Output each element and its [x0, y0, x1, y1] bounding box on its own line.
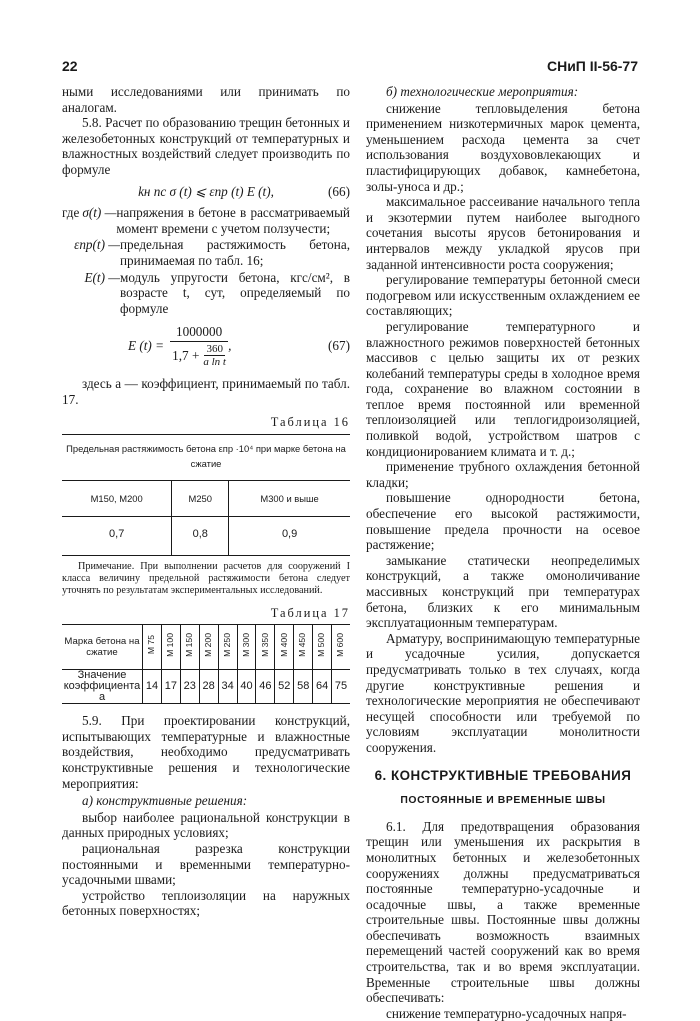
paragraph-6-1: 6.1. Для предотвращения образования трещин или уменьшения их раскрытия в монолитных бетонных и железобетонных сооружениях должны предусматриваться постоянные температурно-усадочные и осадочные швы, а также временные строительные швы. Постоянные швы должны обеспечивать возможность взаимных перемещений частей сооружений как во время строительства, так и во время эксплуатации. Временные строительные швы должны обеспечивать: [366, 818, 640, 1006]
table-17-grade [313, 625, 332, 670]
table-17-caption: Таблица 17 [270, 605, 350, 620]
table-17-grade [256, 625, 275, 670]
definition-epsilon [62, 237, 350, 268]
table-16-caption: Таблица 16 [270, 415, 350, 430]
table-17-value: 58 [294, 670, 313, 704]
table-17-grade [180, 625, 199, 670]
definition-text: модуль упругости бетона, кгс/см², в возрасте t, сут, определяемый по формуле [120, 269, 350, 316]
formula-67-denominator [172, 342, 226, 368]
table-17-value: 28 [199, 670, 218, 704]
paragraph-5-8: 5.8. Расчет по образованию трещин бетонных и железобетонных конструкций от температурных и влажностных воздействий следует производить по формуле [62, 115, 350, 177]
subheading-a: а) конструктивные решения: [82, 793, 248, 809]
list-item: регулирование температуры бетонной смеси подогревом или искусственным охлаждением ее составляющих; [366, 272, 640, 319]
list-item: замыкание статически неопределимых конструкций, а также омоноличивание массивных конструкций при температурах бетона, близких к его минимальным эксплуатационным температурам. [366, 552, 640, 631]
table-17 [62, 624, 350, 704]
table-16-col: М250 [172, 480, 229, 517]
list-item: снижение тепловыделения бетона применением низкотермичных марок цемента, уменьшением расхода цемента за счет использования воздухововлекающих и пластифицирующих добавок, камнебетона, золы-уноса и др.; [366, 100, 640, 194]
table-17-grade-label: М 400 [278, 633, 289, 657]
subsection-title: ПОСТОЯННЫЕ И ВРЕМЕННЫЕ ШВЫ [400, 795, 606, 807]
formula-66-text: kн nc σ (t) ⩽ εпр (t) E (t), [138, 183, 274, 199]
table-17-grade [218, 625, 237, 670]
table-17-grade [161, 625, 180, 670]
table-16-note: Примечание. При выполнении расчетов для сооружений I класса величину предельной растяжимости бетона следует уточнять по результатам экспериментальных исследований. [62, 561, 350, 597]
table-17-value: 14 [143, 670, 162, 704]
list-item: максимальное рассеивание начального тепла и экзотермии путем наиболее выгодного сочетания высоты ярусов бетонирования и интервалов между укладкой ярусов при заданной интенсивности роста сооружения; [366, 194, 640, 272]
list-item: рациональная разрезка конструкции постоянными и временными температурно-усадочными швами; [62, 841, 350, 888]
table-17-grade-label: М 500 [316, 633, 327, 657]
formula-67-fraction [170, 324, 228, 368]
formula-67-numerator: 1000000 [170, 324, 228, 342]
list-item: регулирование температурного и влажностного режимов поверхностей бетонных массивов с целью защиты их от резких колебаний температуры среды в холодное время года, сохранение во влажном состоянии в теплое время постоянной или временной теплоизоляцией или теплогидроизоляцией, поливкой водой, устройством шатров с кондиционированием климата и т. д.; [366, 318, 640, 459]
table-17-grade [237, 625, 256, 670]
table-16-value: 0,7 [62, 517, 172, 556]
formula-66-number: (66) [328, 183, 350, 199]
definition-modulus [62, 270, 350, 317]
table-17-row-label: Марка бетона на сжатие [62, 625, 143, 670]
table-16-value: 0,9 [229, 517, 350, 556]
definition-text: напряжения в бетоне в рассматриваемый момент времени с учетом ползучести; [116, 205, 350, 236]
table-17-grade-label: М 450 [297, 633, 308, 657]
table-16-col: М300 и выше [229, 480, 350, 517]
formula-67-den-prefix: 1,7 + [172, 347, 200, 363]
table-17-grade-label: М 300 [240, 633, 251, 657]
formula-67-lhs: E (t) = [128, 338, 164, 354]
where-word: где [62, 205, 80, 221]
table-17-grade [332, 625, 350, 670]
left-column [62, 84, 350, 919]
table-16-col: М150, М200 [62, 480, 172, 517]
formula-67-subfraction [203, 343, 226, 368]
table-17-value: 75 [332, 670, 350, 704]
table-17-value: 23 [180, 670, 199, 704]
table-17-grade [143, 625, 162, 670]
table-17-grade-label: М 350 [259, 633, 270, 657]
table-17-value: 46 [256, 670, 275, 704]
table-17-grade-label: М 600 [335, 633, 346, 657]
definition-symbol: εпр(t) — [74, 237, 120, 253]
formula-67 [62, 324, 350, 368]
formula-67-number: (67) [328, 338, 350, 354]
table-17-grade [199, 625, 218, 670]
definition-symbol: σ(t) — [82, 205, 117, 221]
table-16-value: 0,8 [172, 517, 229, 556]
table-17-value: 17 [161, 670, 180, 704]
table-17-value: 40 [237, 670, 256, 704]
definition-sigma [62, 205, 350, 236]
page-number: 22 [62, 58, 78, 74]
running-title: СНиП II-56-77 [546, 58, 638, 74]
table-17-row-label: Значение коэффициента a [62, 670, 143, 704]
list-item: выбор наиболее рациональной конструкции в данных природных условиях; [62, 809, 350, 841]
table-17-grade-label: М 150 [183, 633, 194, 657]
table-17-grade-label: М 250 [221, 633, 232, 657]
list-item: устройство теплоизоляции на наружных бетонных поверхностях; [62, 887, 350, 919]
table-17-value: 34 [218, 670, 237, 704]
paragraph-intro: ными исследованиями или принимать по аналогам. [62, 84, 350, 115]
table-17-grade-label: М 200 [202, 633, 213, 657]
table-17-value: 64 [313, 670, 332, 704]
definition-text: предельная растяжимость бетона, принимаемая по табл. 16; [120, 237, 350, 268]
table-17-grade-label: М 100 [165, 633, 176, 657]
paragraph-5-9: 5.9. При проектировании конструкций, испытывающих температурные и влажностные воздействия, необходимо предусматривать конструктивные решения и технологические мероприятия: [62, 713, 350, 791]
section-title: 6. КОНСТРУКТИВНЫЕ ТРЕБОВАНИЯ [374, 767, 632, 783]
paragraph-reinforcement: Арматуру, воспринимающую температурные и усадочные усилия, допускается предусматривать только в тех случаях, когда другие конструктивные решения и технологические мероприятия не обеспечивают несущей способности или требуемой по условиям эксплуатации монолитности сооружения. [366, 630, 640, 755]
definition-symbol: E(t) — [84, 269, 120, 285]
subheading-b: б) технологические мероприятия: [386, 84, 579, 99]
table-17-grade-label: М 75 [146, 635, 157, 655]
formula-67-comma: , [228, 338, 232, 354]
table-17-grade [275, 625, 294, 670]
table-17-grade [294, 625, 313, 670]
table-16-header: Предельная растяжимость бетона εпр ·10⁴ при марке бетона на сжатие [62, 434, 350, 480]
list-item: применение трубного охлаждения бетонной кладки; [366, 459, 640, 490]
subfraction-denominator: a ln t [203, 355, 226, 368]
list-item: повышение однородности бетона, обеспечение его высокой растяжимости, повышение предела прочности на осевое растяжение; [366, 490, 640, 553]
subfraction-numerator: 360 [206, 342, 223, 355]
right-column [366, 84, 640, 1021]
formula-66 [62, 184, 350, 200]
paragraph-coefficient: здесь a — коэффициент, принимаемый по табл. 17. [62, 375, 350, 407]
table-17-value: 52 [275, 670, 294, 704]
table-16 [62, 434, 350, 556]
paragraph-continued: снижение температурно-усадочных напря- [386, 1005, 627, 1021]
